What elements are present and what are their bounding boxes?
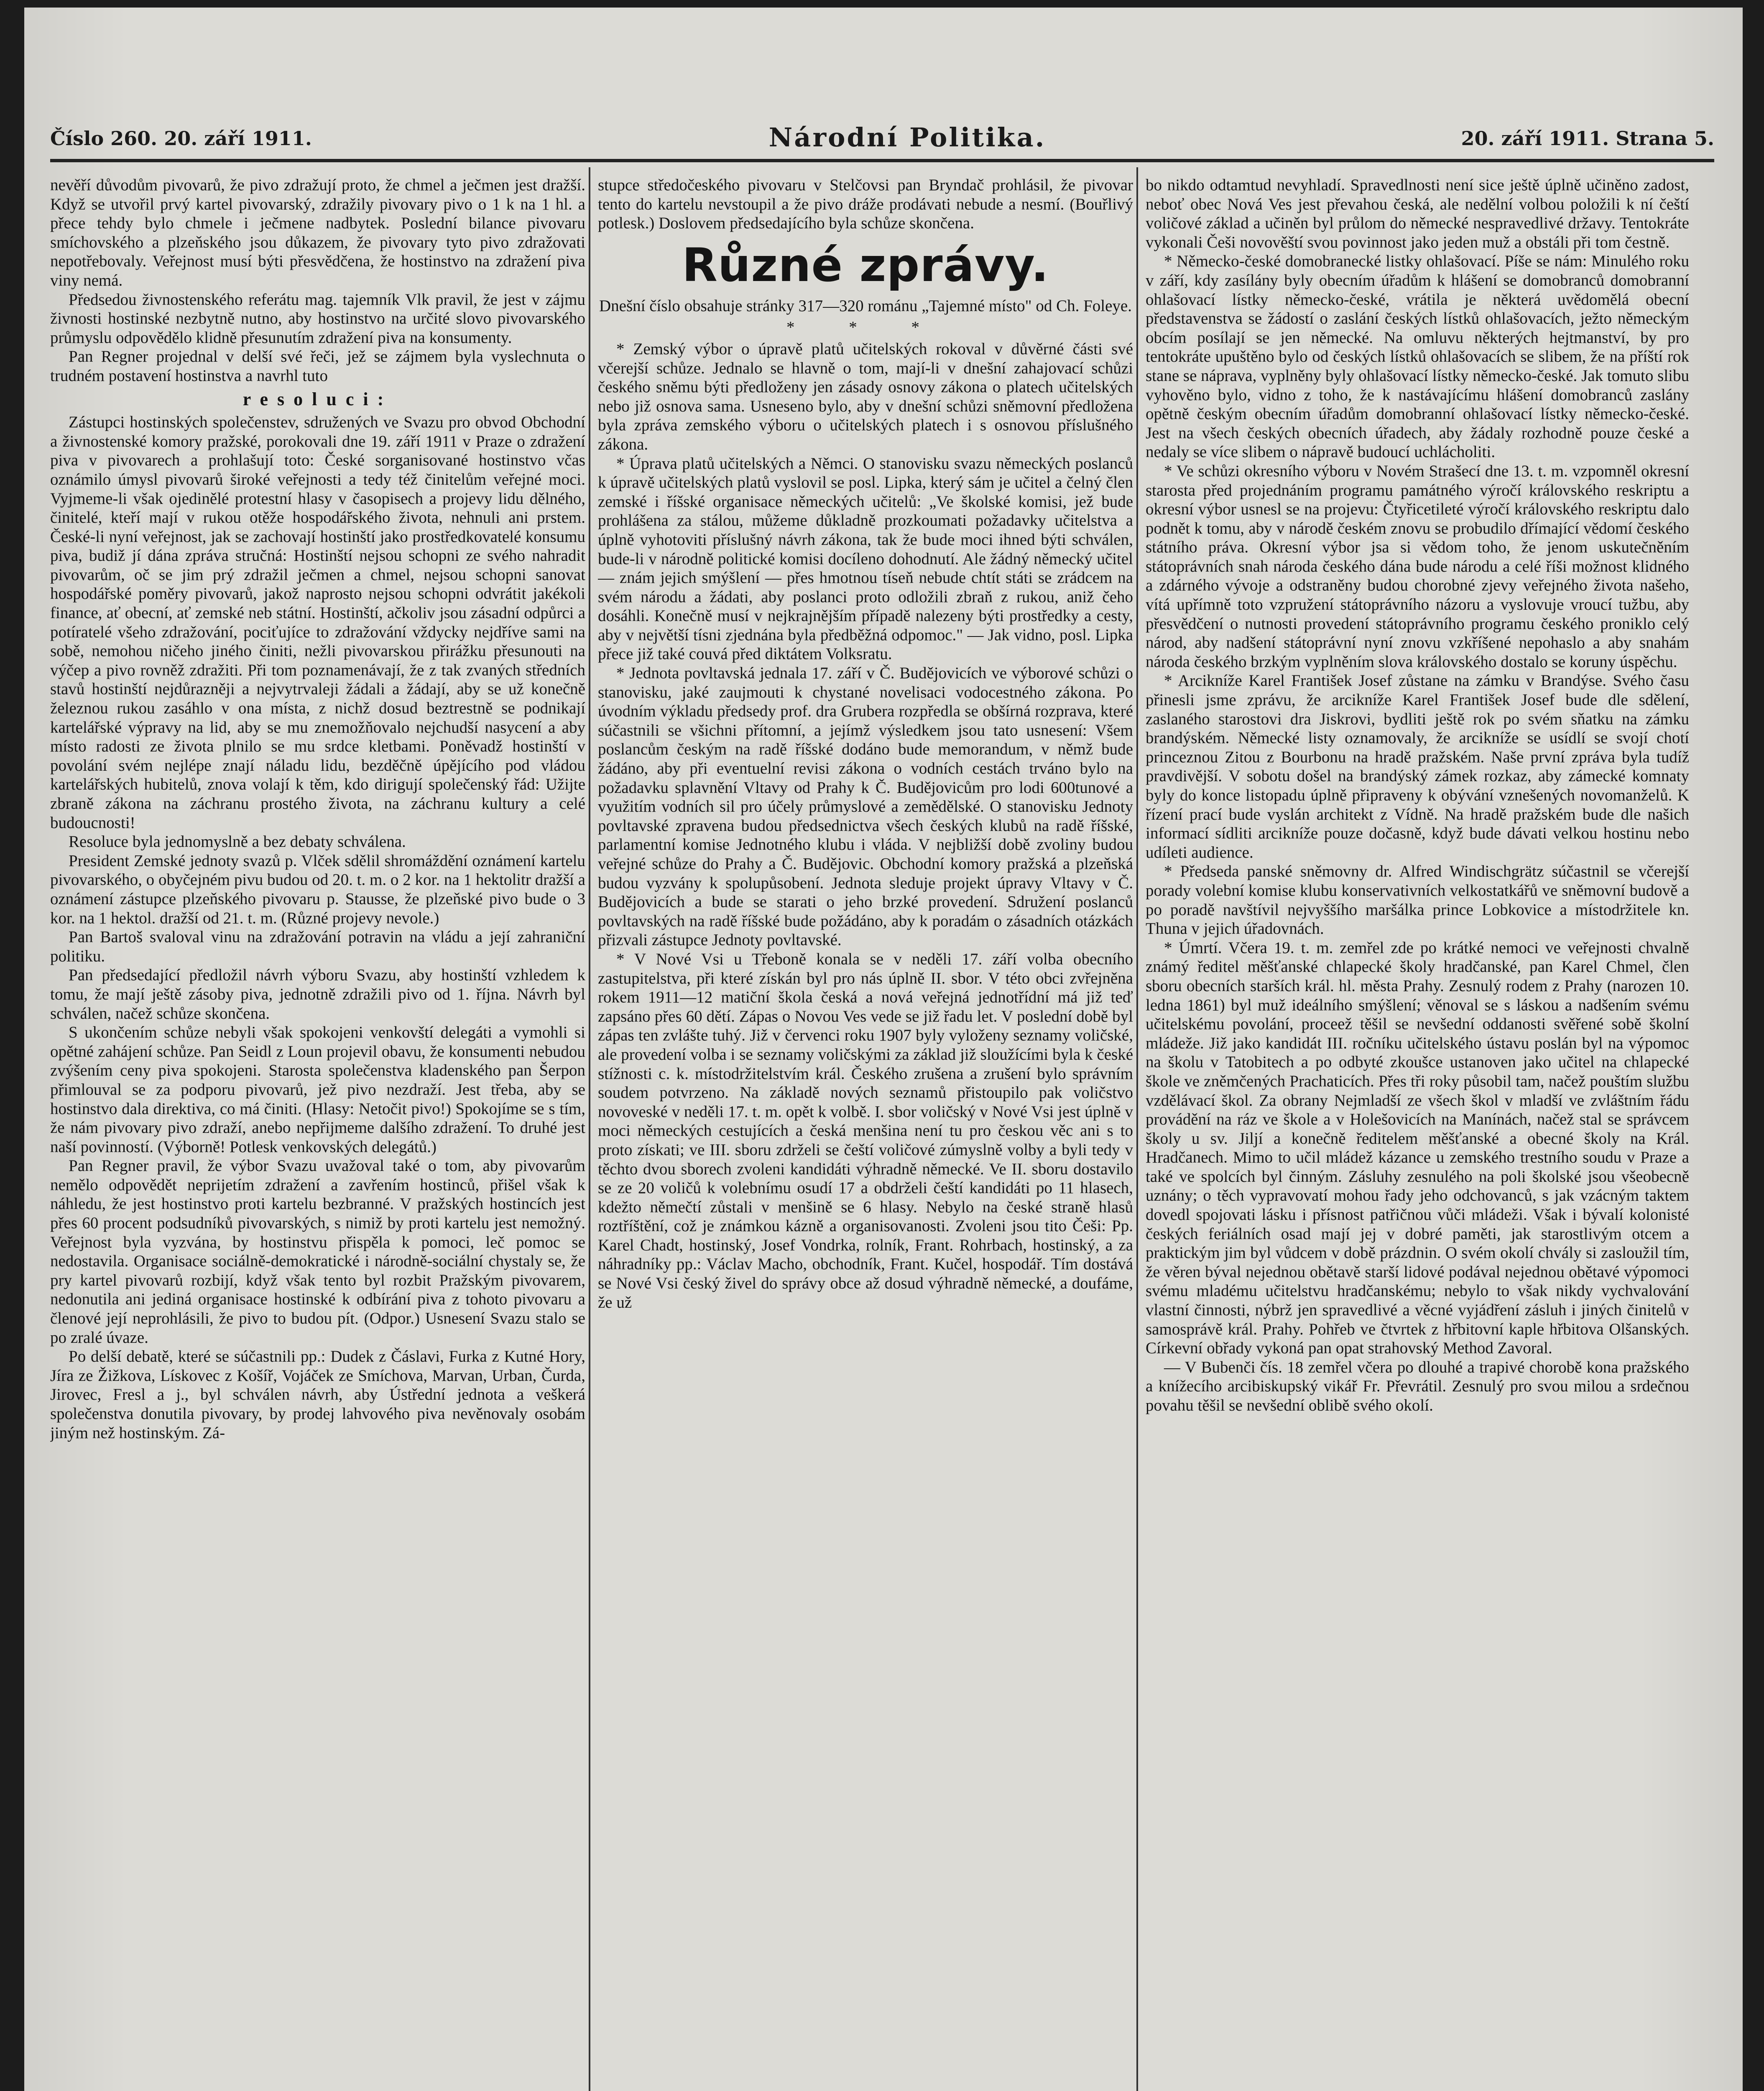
paragraph: stupce středočeského pivovaru v Stelčovsi pan Bryndač prohlásil, že pivovar tento do kartelu nevstoupil a že pivo dráže prodávati nebude a nesmí. (Bouřlivý potlesk.) Doslovem předsedajícího byla schůze skončena.: [598, 176, 1133, 233]
news-item: * Úmrtí. Včera 19. t. m. zemřel zde po krátké nemoci ve veřejnosti chvalně známý ředitel měšťanské chlapecké školy hradčanské, pan Karel Chmel, člen sboru obecních starších král. hl. města Prahy. Zesnulý rodem z Prahy (narozen 10. ledna 1861) byl muž ideálního smýšlení; věnoval se s láskou a nadšením svému učitelskému povolání, proceež těšil se nevšední oddanosti svěřené sobě školní mládeže. Již jako kandidát III. ročníku učitelského ústavu poslán byl na výpomoc na školu v Tatobitech a po odbyté zkoušce ustanoven jako učitel na chlapecké škole ve zněmčených Prachaticích. Přes tři roky působil tam, načež pouštím službu vzdělávací škol. Za obrany Nejmladší ze všech škol v mladší ve zvláštním řádu provádění na ráz ve škole a v Holešovicích na Manínách, načež stal se správcem školy u sv. Jiljí a konečně ředitelem měšťanské a obecné školy na Král. Hradčanech. Mimo to učil mládež kázance u zemského trestního soudu v Praze a také ve spolcích byl činným. Zásluhy zesnulého na poli školské jsou všeobecně uznány; o těch vypravovatí mohou řady jeho odchovanců, s jak vzácným taktem dovedl spojovati lásku i přísnost patřičnou vůči mládeži. Však i bývalí kolonisté českých feriálních osad mají jej v dobré paměti, jak starostlivým otcem a praktickým jim byl vůdcem v době prázdnin. O svém okolí chvály si zasloužil tím, že věren býval nejednou obětavě starší lidové podával nejednou obětavé výpomoci svému mladému učitelstvu hradčanskému; nebylo to však nikdy vychvalování vlastní činnosti, nýbrž jen spravedlivé a věcné vyjádření zásluh i jiných činitelů v samosprávě král. Prahy. Pohřeb ve čtvrtek z hřbitovní kaple hřbitova Olšanských. Církevní obřady vykoná pan opat strahovský Method Zavoral.: [1146, 938, 1689, 1357]
paragraph: Předsedou živnostenského referátu mag. tajemník Vlk pravil, že jest v zájmu živnosti hostinské nezbytně nutno, aby hostinstvo na určité slovo pivovarského průmyslu odpovědělo klidně přesunutím zdražení piva na konsumenty.: [50, 290, 585, 347]
paragraph: Po delší debatě, které se súčastnili pp.: Dudek z Čáslavi, Furka z Kutné Hory, Jíra ze Žižkova, Lískovec z Košíř, Vojáček ze Smíchova, Marvan, Urban, Čurda, Jirovec, Fresl a j., byl schválen návrh, aby Ústřední jednota a veškerá společenstva donutila pivovary, by prodej lahvového piva nevěnovaly osobám jiným než hostinským. Zá-: [50, 1347, 585, 1442]
news-item: * Předseda panské sněmovny dr. Alfred Windischgrätz súčastnil se včerejší porady volební komise klubu konservativních velkostatkářů ve sněmovní budově a po poradě navštívil nejvyššího maršálka prince Lobkovice a místodržitele kn. Thuna v jejich úřadovnách.: [1146, 862, 1689, 938]
news-item: * V Nové Vsi u Třeboně konala se v neděli 17. září volba obecního zastupitelstva, při které získán byl pro nás úplně II. sbor. V této obci zvřejněna rokem 1911—12 matiční škola česká a nová veřejná jednotřídní má již teď zapsáno přes 60 dětí. Zápas o Novou Ves vede se již řadu let. V poslední době byl zápas ten zvlášte tuhý. Již v červenci roku 1907 byly vyloženy seznamy voličské, ale provedení volba i se seznamy voličskými za základ již sloužícími byla k české stížnosti c. k. místodržitelstvím král. Českého zrušena a zrušení bylo správním soudem potvrzeno. Na základě nových seznamů přistoupilo pak voličstvo novoveské v neděli 17. t. m. opět k volbě. I. sbor voličský v Nové Vsi jest úplně v moci německých cestujících a česká menšina není tu pro českou věc ani s to proto získati; ve III. sboru zdrželi se čeští voličové zúmyslně volby a byli tedy v těchto dvou sborech zvoleni kandidáti výhradně německé. Ve II. sboru dostavilo se ze 20 voličů k volebnímu osudí 17 a obdrželi čeští kandidáti po 11 hlasech, kdežto němečtí zůstali v menšině se 6 hlasy. Nebylo na české straně hlasů roztříštění, což je známkou kázně a organisovanosti. Zvoleni jsou tito Češi: Pp. Karel Chadt, hostinský, Josef Vondrka, rolník, Frant. Rohrbach, hostinský, a za náhradníky pp.: Václav Macho, obchodník, Frant. Kučel, hospodář. Tím dostává se Nové Vsi český živel do správy obce až dosud výhradně německé, a doufáme, že už: [598, 950, 1133, 1311]
paragraph: President Zemské jednoty svazů p. Vlček sdělil shromáždění oznámení kartelu pivovarského, o obyčejném pivu budou od 20. t. m. o 2 kor. na 1 hektolitr dražší a oznámení zástupce plzeňského pivovaru p. Stausse, že plzeňské pivo bude o 3 kor. na 1 hektol. dražší od 21. t. m. (Různé projevy nevole.): [50, 851, 585, 927]
column-rule: [589, 167, 590, 2091]
column-2: [598, 176, 1133, 2091]
resolution-heading: resoluci:: [243, 389, 393, 409]
paragraph: Pan předsedající předložil návrh výboru Svazu, aby hostinští vzhledem k tomu, že mají ještě zásoby piva, jednotně zdražili pivo od 1. října. Návrh byl schválen, načež schůze skončena.: [50, 966, 585, 1022]
issue-info: Číslo 260. 20. září 1911.: [50, 127, 312, 150]
paragraph: bo nikdo odtamtud nevyhladí. Spravedlnosti není sice ještě úplně učiněno zadost, neboť obec Nová Ves jest převahou česká, ale nedělní volbou položili k ní čeští voličové základ a učiněn byl průlom do německé nespravedlivé državy. Tentokráte vykonali Češi novověští svou povinnost jako jeden muž a obstáli při tom čestně.: [1146, 176, 1689, 251]
paragraph: S ukončením schůze nebyli však spokojeni venkovští delegáti a vymohli si opětné zahájení schůze. Pan Seidl z Loun projevil obavu, že konsumenti nebudou zvýšením ceny piva spokojeni. Starosta společenstva kladenského pan Šerpon přimlouval se za podporu pivovarů, jež pivo nezdraží. Jest třeba, aby se hostinstvo dala direktiva, co má činiti. (Hlasy: Netočit pivo!) Spokojíme se s tím, že nám pivovary pivo zdraží, anebo nepřijmeme dalšího zdražení. To druhé jest naší povinností. (Výborně! Potlesk venkovských delegátů.): [50, 1023, 585, 1156]
column-1: [50, 176, 585, 2091]
paragraph: Zástupci hostinských společenstev, sdružených ve Svazu pro obvod Obchodní a živnostenské komory pražské, porokovali dne 19. září 1911 v Praze o zdražení piva v pivovarech a prohlašují toto: České sorganisované hostinstvo včas oznámilo úmysl pivovarů široké veřejnosti a tedy též činitelům veřejné moci. Vyjmeme-li však ojedinělé protestní hlasy v časopisech a projevy lidu dělného, činitelé, kteří mají v rukou otěže hospodářského života, nehnuli ani prstem. České-li nyní veřejnost, jak se zachovají hostinští jako prostředkovatelé konsumu piva, budiž jí dána zpráva stručná: Hostinští nejsou schopni ze svého nahradit pivovarům, oč se jim prý zdražil ječmen a chmel, nejsou schopni sanovat hospodářské poměry pivovarů, jakož naprosto nejsou schopni odvrátit jakékoli finance, ať obecní, ať zemské neb státní. Hostinští, ačkoliv jsou zásadní odpůrci a potíratelé všeho zdražování, pociťujíce to zdražování vždycky nejdříve sami na sobě, nemohou ničeho jiného činiti, nežli pivovarskou přirážku přesunouti na výčep a pivo rovněž zdražiti. Při tom poznamenávají, že z tak zvaných středních stavů hostinští nejdůrazněji a nejvytrvaleji žádali a žádají, aby se už konečně železnou rukou zasáhlo v ona místa, z nichž dosud beztrestně se podnikají kartelářské výpravy na lid, aby se mu znemožňovalo nejchudší nasycení a aby místo radosti ze života plnilo se mu srdce kletbami. Poněvadž hostinští v povolání svém nejlépe znají náladu lidu, bezděčně úpějícího pod vládou kartelářských hubitelů, znova volají k těm, kdo dirigují společenský řád: Užijte zbraně zákona na záchranu prostého života, na záchranu kultury a celé budoucnosti!: [50, 413, 585, 832]
page-header: [50, 122, 1714, 162]
paragraph: Pan Regner projednal v delší své řeči, jež se zájmem byla vyslechnuta o trudném postavení hostinstva a navrhl tuto: [50, 348, 585, 385]
news-item: * Arcikníže Karel František Josef zůstane na zámku v Brandýse. Svého času přinesli jsme zprávu, že arcikníže Karel František Josef bude dle sdělení, zaslaného starostovi dra Jiskrovi, bydliti ještě rok po svém sňatku na zámku brandýském. Německé listy oznamovaly, že arcikníže se usídlí se svojí chotí princeznou Zitou z Bourbonu na hradě pražském. Naše první zpráva byla tudíž pravdivější. V sobotu došel na brandýský zámek rozkaz, aby zámecké komnaty byly do konce listopadu úplně připraveny k obývání vznešených novomanželů. K řízení prací bude vyslán architekt z Vídně. Na hradě pražském bude dle našich informací sídliti arcikníže pouze dočasně, když bude dávati velkou hostinu nebo udíleti audience.: [1146, 672, 1689, 861]
paragraph: Resoluce byla jednomyslně a bez debaty schválena.: [69, 833, 406, 851]
serial-notice: Dnešní číslo obsahuje stránky 317—320 románu „Tajemné místo" od Ch. Foleye.: [599, 297, 1132, 315]
paragraph: Pan Regner pravil, že výbor Svazu uvažoval také o tom, aby pivovarům nemělo odpovědět neprijetím zdražení a zavřením hostinců, přišel však k náhledu, že jest hostinstvo proti kartelu bezbranné. V pražských hostincích jest přes 60 procent podsudníků pivovarských, s nimiž by proti kartelu jest nemožný. Veřejnost byla vyzvána, by hostinstvu přispěla k pomoci, leč pomoc se nedostavila. Organisace sociálně-demokratické i národně-sociální chystaly se, že pry kartel pivovarů rozbijí, když však tento byl rozbit Pražským pivovarem, nedonutila ani jediná organisace hostinské k odbírání piva z tohoto pivovaru a členové její neprohlásili, že pivo to budou pít. (Odpor.) Usnesení Svazu stalo se po zralé úvaze.: [50, 1157, 585, 1347]
paragraph: Pan Bartoš svaloval vinu na zdražování potravin na vládu a její zahraniční politiku.: [50, 928, 585, 965]
date-page: 20. září 1911. Strana 5.: [1461, 127, 1714, 150]
news-item: * Ve schůzi okresního výboru v Novém Strašecí dne 13. t. m. vzpomněl okresní starosta před projednáním programu památného výročí královského reskriptu a okresní výbor usnesl se na projevu: Čtyřicetileté výročí královského reskriptu dalo podnět k tomu, aby v národě českém znovu se probudilo dřímající vědomí českého státního práva. Okresní výbor jsa si vědom toho, že jenom uskutečněním státoprávních snah národa českého dána bude národu a celé říši možnost klidného a zdárného vývoje a odstraněny budou chorobné zjevy veřejného života našeho, vítá upřímně toto vzpružení státoprávního názoru a vyslovuje vroucí tužbu, aby přesvědčení o nutnosti provedení státoprávního programu českého proniklo celý národ, aby nadšení státoprávní nyní znovu vzkříšené nepohaslo a aby snahám národa českého brzkým vyplněním slova královského dostalo se koruny úspěchu.: [1146, 462, 1689, 671]
newspaper-title: Národní Politika.: [768, 122, 1046, 153]
news-item: * Úprava platů učitelských a Němci. O stanovisku svazu německých poslanců k úpravě učitelských platů vyslovil se posl. Lipka, který sám je učitel a čelný člen zemské i říšské organisace německých učitelů: „Ve školské komisi, jež bude prohlášena za stálou, můžeme důkladně prozkoumati požadavky učitelstva a úplně vyhotoviti příslušný návrh zákona, tak že bude moci ihned býti schválen, bude-li v národně politické komisi docíleno dohodnutí. Ale žádný německý učitel — znám jejich smýšlení — přes hmotnou tíseň nebude chtít státi se zrádcem na svém národu a žádati, aby poslanci proto odložili zbraň z rukou, aniž čeho dosáhli. Konečně musí v nejkrajnějším případě nalezeny býti prostředky a cesty, aby v největší tísni zjednána byla předběžná odpomoc." — Jak vidno, posl. Lipka přece již také couvá před diktátem Volksratu.: [598, 454, 1133, 663]
column-3: [1146, 176, 1689, 2091]
section-title: Různé zprávy.: [682, 238, 1049, 292]
news-item: — V Bubenči čís. 18 zemřel včera po dlouhé a trapivé chorobě kona pražského a knížecího arcibiskupský vikář Fr. Převrátil. Zesnulý pro svou milou a srdečnou povahu těšil se nevšední oblibě svého okolí.: [1146, 1358, 1689, 1414]
news-item: * Jednota povltavská jednala 17. září v Č. Budějovicích ve výborové schůzi o stanovisku, jaké zaujmouti k chystané novelisaci vodocestného zákona. Po úvodním výkladu předsedy prof. dra Grubera rozpředla se obšírná rozprava, které súčastnili se všichni přítomní, a jejímž výsledkem jsou tato usnesení: Všem poslancům českým na radě říšské dodáno bude memorandum, v němž bude žádáno, aby při eventuelní revisi zákona o vodních cestách trváno bylo na požadavku splavnění Vltavy od Prahy k Č. Budějovicům pro lodi 600tunové a využitím vodních sil pro účely průmyslové a zemědělské. O stanovisku Jednoty povltavské zpravena budou předsednictva všech českých klubů na radě říšské, parlamentní komise Jednotného klubu i vláda. V nejbližší době zvoliny budou veřejné schůze do Prahy a Č. Budějovic. Obchodní komory pražská a plzeňská budou vyzvány k spolupůsobení. Jednota sleduje projekt úpravy Vltavy v Č. Budějovicích a bude se starati o jeho brzké provedení. Sdružení poslanců povltavských na radě říšské bude požádáno, aby k poradám o zásadních otázkách přizvali zástupce Jednoty povltavské.: [598, 664, 1133, 949]
news-item: * Zemský výbor o úpravě platů učitelských rokoval v důvěrné části své včerejší schůze. Jednalo se hlavně o tom, mají-li v dnešní zahajovací schůzi českého sněmu býti předloženy jen zásady osnovy zákona o platech učitelských nebo již osnova sama. Usneseno bylo, aby v dnešní schůzi sněmovní předložena byla zpráva zemského výboru o učitelských platech i s osnovou příslušného zákona.: [598, 340, 1133, 453]
paragraph: nevěří důvodům pivovarů, že pivo zdražují proto, že chmel a ječmen jest dražší. Když se utvořil prvý kartel pivovarský, zdražily pivovary pivo o 1 k na 1 hl. a přece tehdy bylo chmele i ječmene nadbytek. Poslední bilance pivovaru smíchovského a plzeňského jsou důkazem, že pivovary tyto pivo zdražovati nepotřebovaly. Veřejnost musí býti přesvědčena, že hostinstvo na zdražení piva viny nemá.: [50, 176, 585, 289]
news-item: * Německo-české domobranecké listky ohlašovací. Píše se nám: Minulého roku v září, kdy zasílány byly obecním úřadům k hlášení se domobranců domobranní ohlašovací lístky německo-české, vrátila je některá uvědomělá obecní představenstva se žádostí o zaslání českých lístků ohlašovacích, ježto německým obcím posílají se jen německé. Na omluvu některých hejtmanství, by pro tentokráte upuštěno bylo od českých lístků ohlašovacích se slibem, že na příští rok stane se náprava, vyplněny byly ohlašovací lístky německo-české. Jak tomuto slibu vyhověno bylo, vidno z toho, že k nastávajícímu hlášení domobranců zaslány opětně českým obecním úřadům domobranní ohlašovací lístky německo-české. Jest na všech českých obecních úřadech, aby žádaly rozhodně pouze české a nedaly se více slibem o nápravě budoucí uchlácholiti.: [1146, 252, 1689, 461]
separator-stars: * * *: [786, 318, 945, 337]
column-rule: [1136, 167, 1138, 2091]
